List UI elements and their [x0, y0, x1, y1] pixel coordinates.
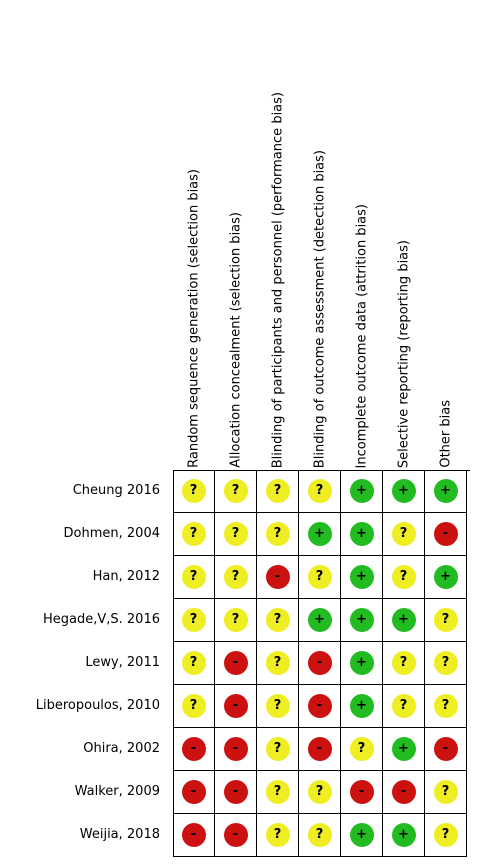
rating-cell: [383, 728, 425, 771]
rating-cell: [341, 513, 383, 556]
column-header-label: Other bias: [438, 400, 454, 468]
column-header-label: Allocation concealment (selection bias): [228, 212, 244, 468]
unclear-risk-icon: ?: [308, 565, 332, 589]
unclear-risk-icon: ?: [182, 565, 206, 589]
rating-cell: [425, 599, 467, 642]
study-label: Liberopoulos, 2010: [35, 698, 160, 713]
rating-cell: [425, 728, 467, 771]
column-header-7: [425, 0, 467, 468]
column-header-label: Blinding of participants and personnel (performance bias): [270, 91, 286, 468]
low-risk-icon: +: [392, 737, 416, 761]
low-risk-icon: +: [350, 565, 374, 589]
rating-cell: [173, 513, 215, 556]
unclear-risk-icon: ?: [224, 479, 248, 503]
unclear-risk-icon: ?: [434, 651, 458, 675]
rating-cell: [173, 642, 215, 685]
rating-cell: [299, 728, 341, 771]
unclear-risk-icon: ?: [266, 823, 290, 847]
rating-cell: [425, 642, 467, 685]
rating-cell: [383, 470, 425, 513]
low-risk-icon: +: [350, 651, 374, 675]
high-risk-icon: -: [308, 737, 332, 761]
study-label: Hegade,V,S. 2016: [43, 612, 160, 627]
rating-cell: [341, 728, 383, 771]
rating-cell: [257, 470, 299, 513]
unclear-risk-icon: ?: [308, 780, 332, 804]
unclear-risk-icon: ?: [182, 522, 206, 546]
rating-cell: [215, 513, 257, 556]
low-risk-icon: +: [392, 479, 416, 503]
column-header-2: [215, 0, 257, 468]
unclear-risk-icon: ?: [392, 522, 416, 546]
high-risk-icon: -: [434, 522, 458, 546]
high-risk-icon: -: [266, 565, 290, 589]
rating-cell: [173, 556, 215, 599]
rating-cell: [257, 728, 299, 771]
rating-cell: [173, 771, 215, 814]
study-label: Han, 2012: [92, 569, 160, 584]
unclear-risk-icon: ?: [182, 694, 206, 718]
study-label: Cheung 2016: [72, 483, 160, 498]
unclear-risk-icon: ?: [224, 522, 248, 546]
rating-cell: [173, 470, 215, 513]
high-risk-icon: -: [308, 694, 332, 718]
rating-cell: [341, 599, 383, 642]
rating-cell: [215, 685, 257, 728]
unclear-risk-icon: ?: [392, 565, 416, 589]
column-header-label: Incomplete outcome data (attrition bias): [354, 203, 370, 468]
unclear-risk-icon: ?: [266, 651, 290, 675]
high-risk-icon: -: [392, 780, 416, 804]
low-risk-icon: +: [434, 479, 458, 503]
rating-cell: [215, 728, 257, 771]
rating-cell: [299, 599, 341, 642]
unclear-risk-icon: ?: [392, 694, 416, 718]
high-risk-icon: -: [224, 737, 248, 761]
study-label: Dohmen, 2004: [63, 526, 160, 541]
low-risk-icon: +: [308, 608, 332, 632]
unclear-risk-icon: ?: [266, 780, 290, 804]
unclear-risk-icon: ?: [434, 823, 458, 847]
unclear-risk-icon: ?: [434, 694, 458, 718]
unclear-risk-icon: ?: [224, 608, 248, 632]
rating-cell: [425, 771, 467, 814]
rating-cell: [383, 556, 425, 599]
rating-cell: [383, 513, 425, 556]
high-risk-icon: -: [224, 651, 248, 675]
rating-cell: [425, 556, 467, 599]
column-header-label: Random sequence generation (selection bias): [186, 169, 202, 468]
low-risk-icon: +: [392, 608, 416, 632]
low-risk-icon: +: [350, 823, 374, 847]
rating-cell: [257, 771, 299, 814]
rating-cell: [215, 771, 257, 814]
rating-cell: [299, 685, 341, 728]
column-header-label: Selective reporting (reporting bias): [396, 239, 412, 468]
rating-cell: [173, 728, 215, 771]
high-risk-icon: -: [224, 780, 248, 804]
unclear-risk-icon: ?: [266, 479, 290, 503]
rating-cell: [215, 556, 257, 599]
rating-cell: [173, 814, 215, 857]
high-risk-icon: -: [182, 823, 206, 847]
rating-cell: [215, 599, 257, 642]
column-header-4: [299, 0, 341, 468]
unclear-risk-icon: ?: [308, 479, 332, 503]
unclear-risk-icon: ?: [182, 651, 206, 675]
rating-cell: [341, 470, 383, 513]
unclear-risk-icon: ?: [434, 780, 458, 804]
high-risk-icon: -: [224, 823, 248, 847]
rating-cell: [257, 513, 299, 556]
rating-cell: [299, 513, 341, 556]
rating-cell: [383, 814, 425, 857]
unclear-risk-icon: ?: [266, 737, 290, 761]
rating-cell: [299, 470, 341, 513]
column-header-6: [383, 0, 425, 468]
rating-cell: [383, 599, 425, 642]
rating-cell: [383, 642, 425, 685]
rating-cell: [257, 599, 299, 642]
rating-cell: [383, 685, 425, 728]
rating-cell: [425, 685, 467, 728]
unclear-risk-icon: ?: [434, 608, 458, 632]
study-label: Weijia, 2018: [79, 827, 160, 842]
rating-cell: [425, 470, 467, 513]
low-risk-icon: +: [350, 694, 374, 718]
unclear-risk-icon: ?: [266, 522, 290, 546]
high-risk-icon: -: [182, 737, 206, 761]
risk-of-bias-grid: [173, 470, 470, 857]
rating-cell: [299, 814, 341, 857]
rating-cell: [215, 642, 257, 685]
high-risk-icon: -: [350, 780, 374, 804]
column-header-5: [341, 0, 383, 468]
rating-cell: [341, 556, 383, 599]
low-risk-icon: +: [350, 608, 374, 632]
rating-cell: [425, 513, 467, 556]
low-risk-icon: +: [350, 479, 374, 503]
column-header-3: [257, 0, 299, 468]
unclear-risk-icon: ?: [182, 479, 206, 503]
unclear-risk-icon: ?: [392, 651, 416, 675]
rating-cell: [257, 685, 299, 728]
unclear-risk-icon: ?: [350, 737, 374, 761]
study-label: Walker, 2009: [74, 784, 160, 799]
high-risk-icon: -: [434, 737, 458, 761]
low-risk-icon: +: [392, 823, 416, 847]
rating-cell: [341, 642, 383, 685]
unclear-risk-icon: ?: [224, 565, 248, 589]
rating-cell: [257, 556, 299, 599]
rating-cell: [341, 771, 383, 814]
rating-cell: [383, 771, 425, 814]
rating-cell: [173, 599, 215, 642]
study-label: Ohira, 2002: [83, 741, 160, 756]
rating-cell: [173, 685, 215, 728]
high-risk-icon: -: [182, 780, 206, 804]
rating-cell: [215, 814, 257, 857]
rating-cell: [299, 771, 341, 814]
rating-cell: [341, 814, 383, 857]
rating-cell: [257, 814, 299, 857]
unclear-risk-icon: ?: [182, 608, 206, 632]
rating-cell: [341, 685, 383, 728]
column-header-label: Blinding of outcome assessment (detection bias): [312, 149, 328, 468]
low-risk-icon: +: [434, 565, 458, 589]
rating-cell: [257, 642, 299, 685]
low-risk-icon: +: [308, 522, 332, 546]
unclear-risk-icon: ?: [308, 823, 332, 847]
rating-cell: [299, 556, 341, 599]
low-risk-icon: +: [350, 522, 374, 546]
rating-cell: [215, 470, 257, 513]
high-risk-icon: -: [308, 651, 332, 675]
study-label: Lewy, 2011: [85, 655, 160, 670]
high-risk-icon: -: [224, 694, 248, 718]
unclear-risk-icon: ?: [266, 694, 290, 718]
column-header-1: [173, 0, 215, 468]
unclear-risk-icon: ?: [266, 608, 290, 632]
rating-cell: [425, 814, 467, 857]
rating-cell: [299, 642, 341, 685]
